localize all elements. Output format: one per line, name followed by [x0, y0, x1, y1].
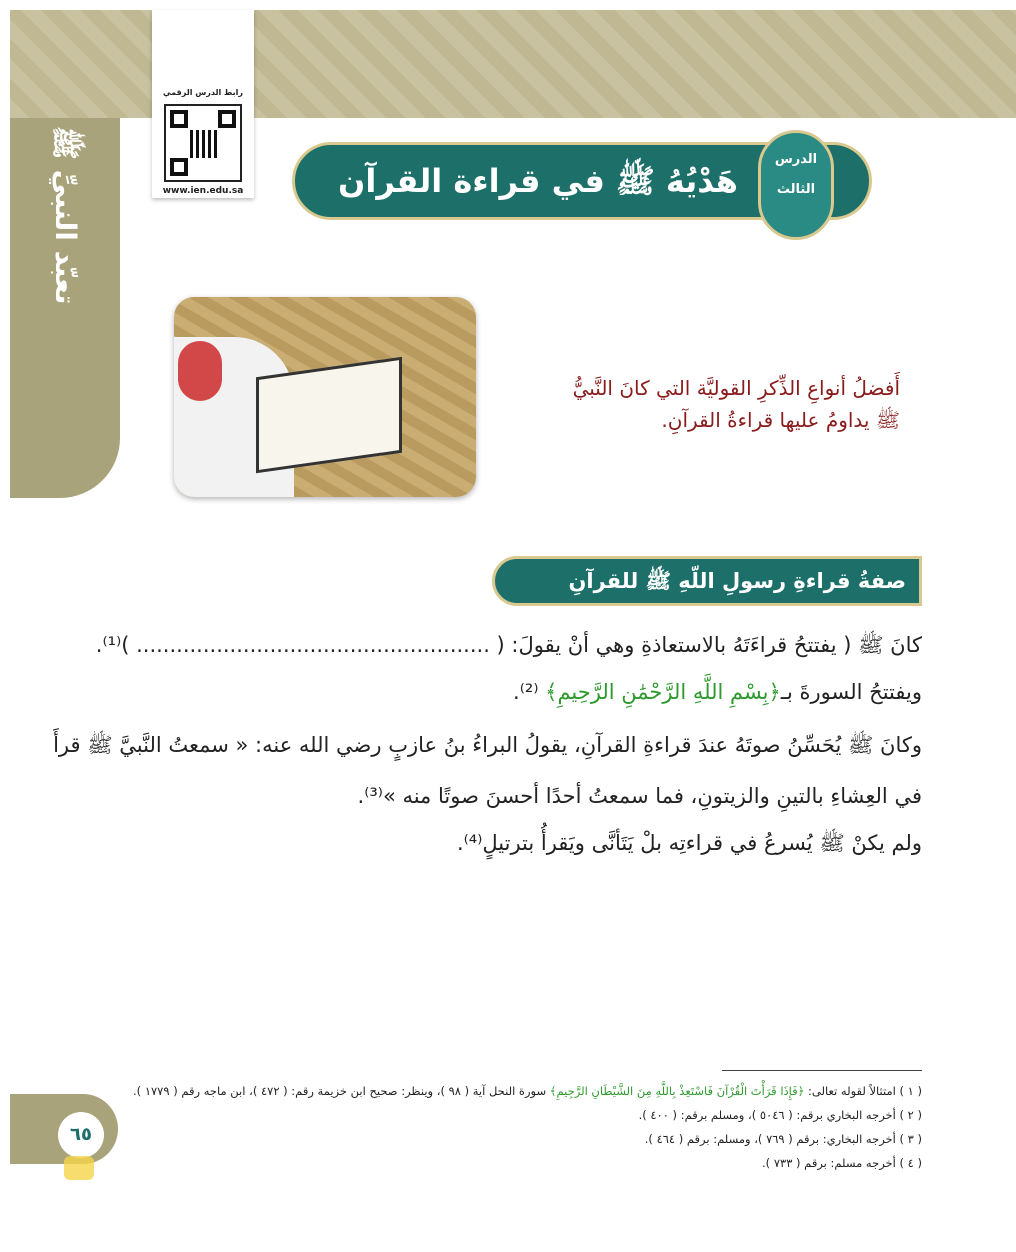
qr-finder-icon [170, 110, 188, 128]
lesson-title: هَدْيُهُ ﷺ في قراءة القرآن [338, 162, 738, 200]
basmala-prefix: ويفتتحُ السورةَ بـ [780, 680, 922, 704]
footnote-divider [722, 1070, 922, 1071]
quran-book [256, 357, 402, 474]
boy-reading-quran-photo [174, 297, 476, 497]
qr-url[interactable]: www.ien.edu.sa [162, 186, 244, 196]
basmala-verse: ﴿بِسْمِ اللَّهِ الرَّحْمَٰنِ الرَّحِيمِ﴾ [545, 680, 781, 704]
qr-finder-icon [170, 158, 188, 176]
publisher-logo-icon [64, 1156, 94, 1180]
paragraph-voice-1: وكانَ ﷺ يُحَسِّنُ صوتَهُ عندَ قراءةِ القرآنِ، يقولُ البراءُ بنُ عازبٍ رضي الله عنه: « سمعتُ النَّبيَّ ﷺ قرأَ [53, 733, 922, 757]
footnote-3: ( ٣ ) أخرجه البخاري: برقم ( ٧٦٩ )، ومسلم: برقم ( ٤٦٤ ). [644, 1132, 922, 1146]
footnote-1-verse: ﴿فَإِذَا قَرَأْتَ الْقُرْآنَ فَاسْتَعِذْ بِاللَّهِ مِنَ الشَّيْطَانِ الرَّجِيمِ﴾ [549, 1084, 805, 1098]
basmala-suffix: ⁽²⁾. [513, 680, 546, 704]
intro-text: أَفضلُ أنواعِ الذِّكرِ القوليَّة التي كانَ النَّبيُّ ﷺ يداومُ عليها قراءةُ القرآنِ. [572, 376, 900, 432]
qr-data-icon [190, 130, 218, 158]
section-title: صفةُ قراءةِ رسولِ اللّهِ ﷺ للقرآنِ [568, 569, 906, 593]
lesson-badge-number: الثالث [776, 182, 816, 197]
paragraph-isti-adha: كانَ ﷺ ( يفتتحُ قراءَتَهُ بالاستعاذةِ وهي أنْ يقولَ: ( ..................................................... )⁽¹⁾. [95, 633, 922, 657]
footnote-1-suffix: سورة النحل آية ( ٩٨ )، وينظر: صحيح ابن خزيمة رقم: ( ٤٧٢ )، ابن ماجه رقم ( ١٧٧٩ ). [133, 1084, 550, 1098]
lesson-badge-label: الدرس [774, 152, 818, 167]
footnote-4: ( ٤ ) أخرجه مسلم: برقم ( ٧٣٣ ). [762, 1156, 922, 1170]
unit-side-title [20, 118, 110, 498]
footnote-2: ( ٢ ) أخرجه البخاري برقم: ( ٥٠٤٦ )، ومسلم برقم: ( ٤٠٠ ). [638, 1108, 922, 1122]
paragraph-tarteel: ولم يكنْ ﷺ يُسرعُ في قراءتِه بلْ يَتَأنَّى ويَقرأُ بترتيلٍ⁽⁴⁾. [456, 831, 922, 855]
page-number: ٦٥ [58, 1112, 104, 1158]
unit-side-title-text: تعبّد النبيِّ ﷺ [49, 126, 82, 305]
qr-finder-icon [218, 110, 236, 128]
digital-lesson-qr-card[interactable] [152, 10, 254, 198]
paragraph-basmala [120, 680, 922, 704]
paragraph-voice-2: في العِشاءِ بالتينِ والزيتونِ، فما سمعتُ أحدًا أحسنَ صوتًا منه »⁽³⁾. [357, 784, 922, 808]
qr-label: رابط الدرس الرقمي [163, 88, 243, 97]
qr-code-icon[interactable] [164, 104, 242, 182]
footnote-1 [120, 1084, 922, 1098]
shemagh-headwear [178, 341, 222, 401]
footnote-1-prefix: ( ١ ) امتثالاً لقوله تعالى: [804, 1084, 922, 1098]
